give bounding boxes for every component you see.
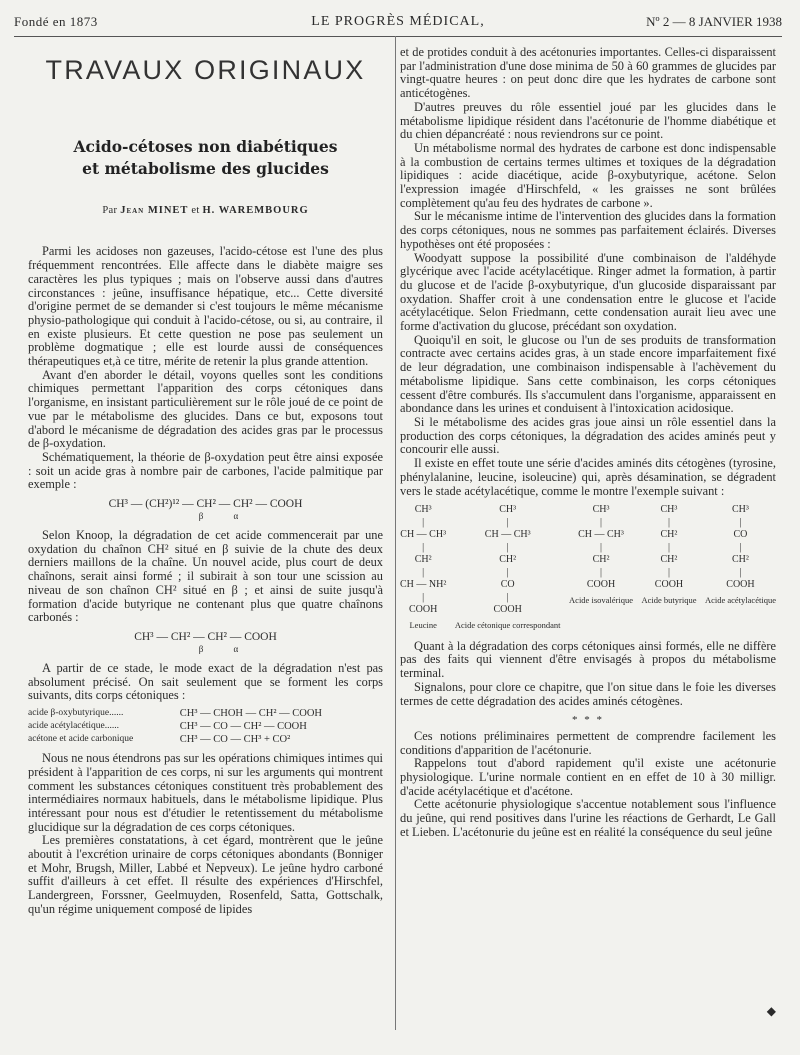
article-title-line2: et métabolisme des glucides [82,158,329,178]
formula-cell: COOH [654,579,684,591]
running-header [14,14,782,34]
formula-cell: CH² [732,554,749,566]
paragraph: A partir de ce stade, le mode exact de la dégradation n'est pas absolument précisé. On sait seulement que se forment les corps suivants, dits corps cétoniques : [28,660,383,703]
formula-cell: CH — CH³ [578,529,624,541]
continuation-diamond-icon: ◆ [766,1004,776,1018]
paragraph: Quant à la dégradation des corps cétoniques ainsi formés, elle ne diffère pas des faits qui viennent d'être envisagés à propos du métabolisme terminal. [400,638,776,681]
compound-name: acide acétylacétique...... [28,721,119,732]
formula-cell: CH² [414,554,432,566]
formula-subscript: β α [198,511,253,522]
compound-name: acide β-oxybutyrique...... [28,708,124,719]
author-2: H. WAREMBOURG [202,204,309,216]
scheme-caption: Acide acétylacétique [704,594,776,605]
paragraph: Sur le mécanisme intime de l'intervention des glucides dans la formation des corps cétoniques, nous ne sommes pas parfaitement éclairés. Diverses hypothèses ont été proposées : [400,209,776,251]
scheme-caption: Leucine [409,619,437,630]
paragraph: Nous ne nous étendrons pas sur les opérations chimiques intimes qui président à l'apparition de ces corps, ni sur les arguments qui montrent comment les substances cétoniques constituent très probablement des intermédiaires normaux habituels, dans le métabolisme lipidique. Plus intéressant pour nous est d'étudier le retentissement du métabolisme glucidique sur la dégradation de ces corps cétoniques. [28,751,383,834]
header-rule [14,36,782,37]
table-row [28,733,383,746]
paragraph: Parmi les acidoses non gazeuses, l'acido-cétose est l'une des plus fréquemment rencontrées. Elle affecte dans le diabète maigre ses caractères les plus typiques ; mais on l'observe aussi dans d'autres circonstances : jeûne, insuffisance hépatique, etc... Cette diversité d'origine permet de se demander si c'est toujours le même mécanisme physio-pathologique qui conduit à l'acido-cétose, ou si, au contraire, il en existe plusieurs. Et cette question ne pose pas seulement un problème dogmatique ; elle est lourde aussi de conséquences thérapeutiques et,à ce titre, mérite de retenir la plus grande attention. [28,244,383,369]
formula-cell: CO [733,529,748,541]
paragraph: Il existe en effet toute une série d'acides aminés dits cétogènes (tyrosine, phénylalanine, leucine, isoleucine) qui, après désamination, se dégradent vers le stade acétylacétique, comme le montre l'exemple suivant : [400,456,776,498]
paragraph: Les premières constatations, à cet égard, montrèrent que le jeûne aboutit à l'excrétion urinaire de corps cétoniques abondants (Bonniger et Mohr, Brugsh, Miller, Labbé et Nepveux). Le jeûne hydro carboné suffit d'ailleurs à cet effet. Il résulte des expériences d'Hirschfel, Landergreen, Forssner, Geelmuyden, Rosenfeld, Satta, Gottschalk, qu'un régime uniquement composé de lipides [28,833,383,916]
section-title: TRAVAUX ORIGINAUX [45,55,366,85]
founded-note: Fondé en 1873 [14,14,98,29]
compound-name: acétone et acide carbonique [28,734,134,745]
paragraph: Cette acétonurie physiologique s'accentue notablement sous l'influence du jeûne, qui rend positives dans l'urine les réactions de Gerhardt, Le Gall et Lieben. L'acétonurie du jeûne est en réalité la conséquence du seul jeûne [400,797,776,839]
formula-cell: COOH [493,604,522,616]
paragraph: et de protides conduit à des acétonuries importantes. Celles-ci disparaissent par l'administration d'une dose minima de 50 à 60 grammes de glucides par vingt-quatre heures : on peut donc dire que les hydrates de carbone sont anticétogènes. [400,45,776,101]
article-title-line1: Acido-cétoses non diabétiques [73,136,338,156]
byline-par: Par [102,204,118,216]
formula-palmitic [28,498,383,522]
ketone-bodies-table [28,707,383,746]
paragraph: Woodyatt suppose la possibilité d'une combinaison de l'aldéhyde glycérique avec l'acide acétylacétique. Ringer admet la formation, à partir du glucose et de l'acide β-oxybutyrique, d'un glucoside disparaissant par oxydation. Shaffer croit à une condensation entre le glucose et l'acide acétylacétique. Selon Friedmann, cette condensation aurait lieu avec une forme d'activation du glucose, précédant son oxydation. [400,250,776,334]
scheme-caption: Acide butyrique [641,594,697,605]
formula-cell: CH — CH³ [400,529,447,541]
paragraph: Schématiquement, la théorie de β-oxydation peut être ainsi exposée : soit un acide gras à nombre pair de carbones, l'acide palmitique par exemple : [28,449,383,492]
paragraph: Rappelons tout d'abord rapidement qu'il existe une acétonurie physiologique. L'urine normale contient en en effet de 10 à 30 milligr. d'acide acétylacétique et d'acétone. [400,756,776,798]
scheme-caption: Acide isovalérique [569,594,633,605]
left-column [28,42,383,917]
paragraph: Quoiqu'il en soit, le glucose ou l'un de ses produits de transformation contracte avec certains acides gras, à un stade encore imparfaitement fixé de leur dégradation, une combinaison indispensable à l'achèvement du métabolisme lipidique. Sans cette combinaison, les corps cétoniques cessent d'être comburés. Ils s'accumulent dans l'organisme, apparaissent en abondance dans les urines et conduisent à l'intoxication acidosique. [400,332,776,416]
compound-formula: CH³ — CO — CH³ + CO² [179,734,291,746]
formula-cell: CH³ [592,504,610,516]
scheme-column: CH³ | CO | CH² | COOH Acide acétylacétique [704,504,776,605]
paragraph: Un métabolisme normal des hydrates de carbone est donc indispensable à la combustion de certains termes ultimes et toxiques de la dégradation lipidiques : acide diacétique, acide β-oxybutyrique, acétone. Selon l'expression imagée d'Hirschfeld, « les graisses ne sont brûlées complètement qu'au feu des hydrates de carbone ». [400,140,776,210]
formula-text: CH³ — (CH²)¹² — CH² — CH² — COOH [108,498,303,511]
formula-cell: CO [500,579,515,591]
paragraph: Selon Knoop, la dégradation de cet acide commencerait par une oxydation du chaînon CH² situé en β suivie de la chute des deux derniers maillons de la chaîne. Un nouvel acide, plus court de deux chaînons, serait ainsi formé ; il subirait à son tour une scission au niveau de son chaînon CH² situé en β ; et ainsi de suite jusqu'à formation d'acide butyrique ne contenant plus que quatre chaînons carbonés : [28,528,383,625]
formula-cell: CH² [592,554,610,566]
formula-cell: CH³ [499,504,517,516]
scheme-column: CH³ | CH² | CH² | COOH Acide butyrique [641,504,697,605]
formula-cell: CH² [660,554,678,566]
compound-formula: CH³ — CHOH — CH² — COOH [179,708,323,720]
formula-cell: CH — CH³ [484,529,531,541]
formula-cell: CH³ [732,504,749,516]
compound-formula: CH³ — CO — CH² — COOH [179,721,307,733]
scheme-column: CH³ | CH — CH³ | CH² | COOH Acide isovalérique [569,504,633,605]
formula-text: CH³ — CH² — CH² — COOH [134,630,277,643]
author-1: Jean MINET [120,204,189,216]
byline-et: et [191,204,200,216]
section-separator: * * * [572,714,604,727]
scheme-caption: Acide cétonique correspondant [454,619,561,630]
table-row [28,707,383,720]
formula-cell: COOH [726,579,755,591]
formula-cell: CH² [499,554,517,566]
formula-cell: COOH [586,579,616,591]
formula-cell: CH³ [660,504,678,516]
paragraph: Ces notions préliminaires permettent de comprendre facilement les conditions d'apparition de l'acétonurie. [400,728,776,757]
paragraph: Si le métabolisme des acides gras joue ainsi un rôle essentiel dans la production des corps cétoniques, la dégradation des acides aminés peut y concourir elle aussi. [400,414,776,457]
formula-butyric [28,631,383,655]
column-divider [395,36,396,1030]
paragraph: Avant d'en aborder le détail, voyons quelles sont les conditions chimiques permettant l'apparition des corps cétoniques dans l'organisme, en insistant particulièrement sur le rôle joué de ce point de vue par le métabolisme des glucides. Dans ce but, exposons tout d'abord le mécanisme de dégradation des acides gras par le processus de β-oxydation. [28,367,383,451]
journal-title: LE PROGRÈS MÉDICAL, [311,14,485,29]
paragraph: D'autres preuves du rôle essentiel joué par les glucides dans le métabolisme lipidique résident dans l'acétonurie de l'homme diabétique et du chien dépancréaté : nous reviendrons sur ce point. [400,99,776,142]
formula-subscript: β α [198,643,253,654]
issue-date: Nº 2 — 8 JANVIER 1938 [646,14,782,29]
formula-cell: CH — NH² [400,579,447,591]
table-row [28,720,383,733]
right-column [400,46,776,840]
leucine-degradation-scheme [400,504,776,630]
formula-cell: CH² [660,529,678,541]
formula-cell: COOH [409,604,438,616]
scheme-column: CH³ | CH — CH³ | CH² | CH — NH² | COOH Leucine [400,504,447,630]
byline [28,204,383,218]
paragraph: Signalons, pour clore ce chapitre, que l'on situe dans le foie les diverses termes de cette dégradation des acides aminés cétogènes. [400,679,776,708]
scheme-column: CH³ | CH — CH³ | CH² | CO | COOH Acide cétonique correspondant [454,504,561,630]
formula-cell: CH³ [414,504,432,516]
